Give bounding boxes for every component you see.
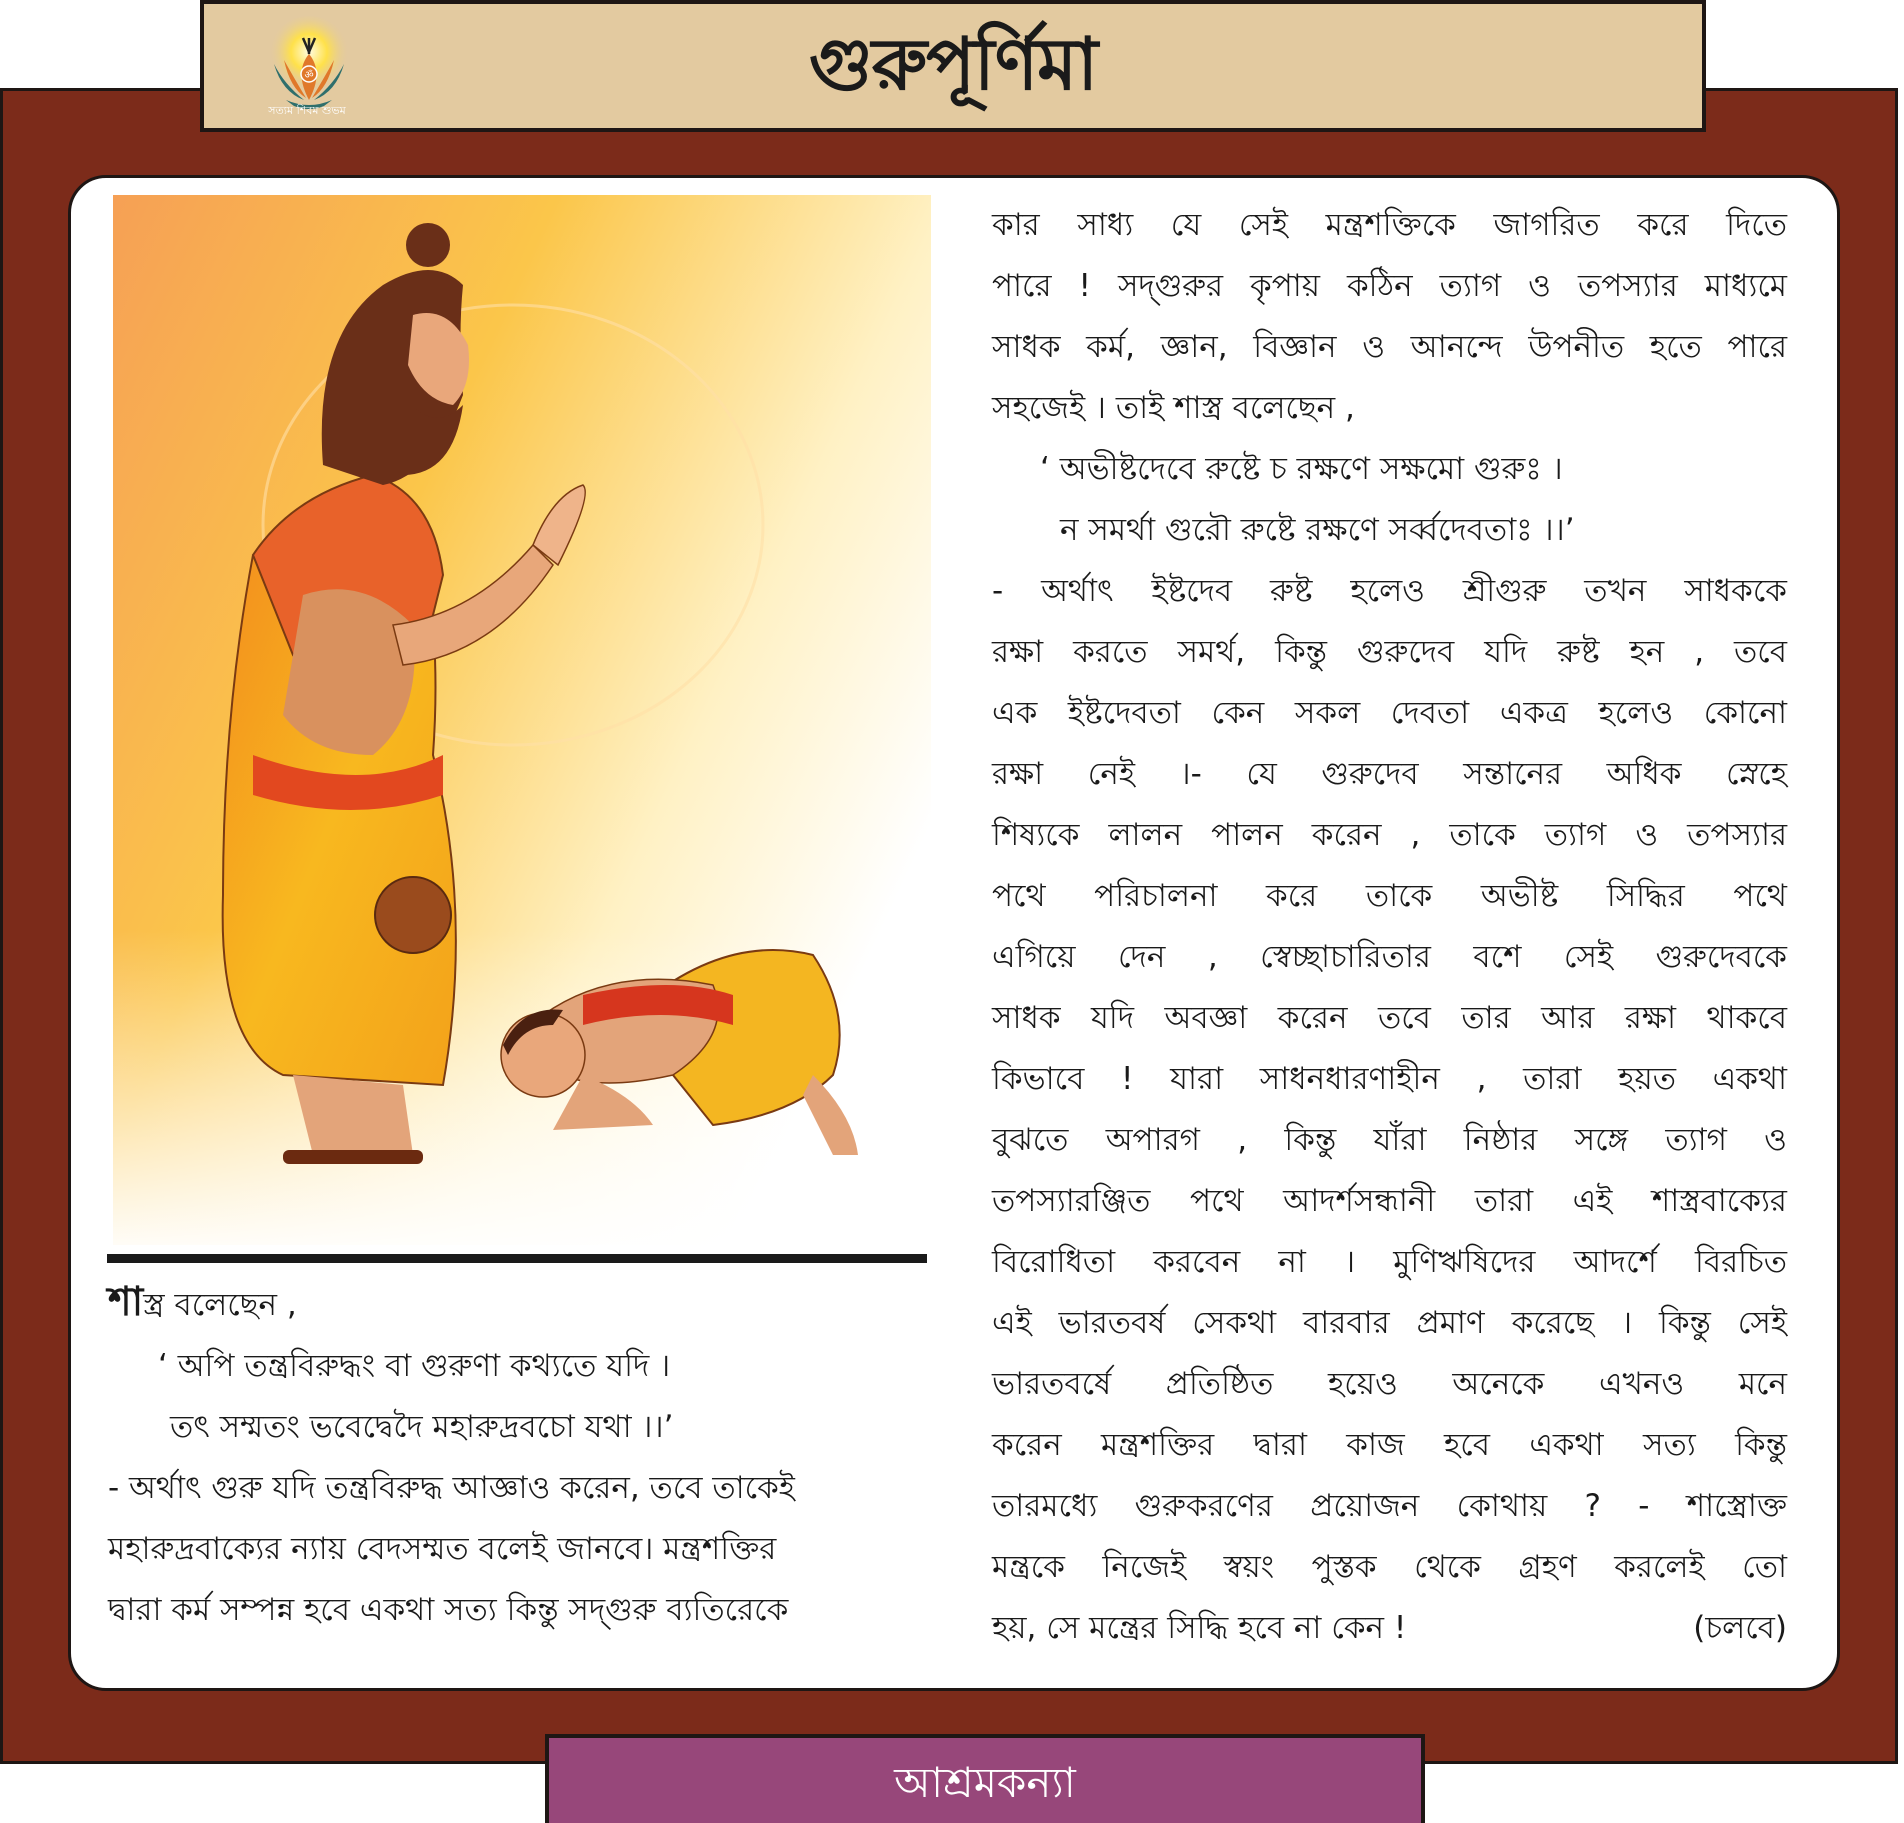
paragraph-line: তারমধ্যে গুরুকরণের প্রয়োজন কোথায় ? - শাস্ত্রোক্ত xyxy=(992,1488,1787,1524)
paragraph-line: মন্ত্রকে নিজেই স্বয়ং পুস্তক থেকে গ্রহণ করলেই তো xyxy=(992,1549,1787,1585)
paragraph-line: পথে পরিচালনা করে তাকে অভীষ্ট সিদ্ধির পথে xyxy=(992,878,1787,914)
paragraph-line: দ্বারা কর্ম সম্পন্ন হবে একথা সত্য কিন্তু সদ্গুরু ব্যতিরেকে xyxy=(108,1592,789,1628)
intro-line xyxy=(108,1272,938,1336)
verse-line: ‘ অপি তন্ত্রবিরুদ্ধং বা গুরুণা কথ্যতে যদি । xyxy=(158,1348,671,1384)
verse-line: ‘ অভীষ্টদেবে রুষ্টে চ রক্ষণে সক্ষমো গুরুঃ । xyxy=(1040,451,1563,487)
paragraph-line: করেন মন্ত্রশক্তির দ্বারা কাজ হবে একথা সত্য কিন্তু xyxy=(992,1427,1787,1463)
author-name: আশ্রমকন্যা xyxy=(894,1758,1076,1807)
paragraph-line: সহজেই । তাই শাস্ত্র বলেছেন , xyxy=(992,390,1355,426)
paragraph-line: রক্ষা করতে সমর্থ, কিন্তু গুরুদেব যদি রুষ্ট হন , তবে xyxy=(992,634,1787,670)
paragraph-line: শিষ্যকে লালন পালন করেন , তাকে ত্যাগ ও তপস্যার xyxy=(992,817,1787,853)
verse-line: তৎ সম্মতং ভবেদ্বেদৈ মহারুদ্রবচো যথা ।।’ xyxy=(170,1409,674,1445)
paragraph-line: - অর্থাৎ ইষ্টদেব রুষ্ট হলেও শ্রীগুরু তখন সাধককে xyxy=(992,573,1787,609)
paragraph-line: পারে ! সদ্গুরুর কৃপায় কঠিন ত্যাগ ও তপস্যার মাধ্যমে xyxy=(992,268,1787,304)
continued-label: (চলবে) xyxy=(1693,1610,1787,1646)
paragraph-line: এই ভারতবর্ষ সেকথা বারবার প্রমাণ করেছে । কিন্তু সেই xyxy=(992,1305,1787,1341)
paragraph-line: ভারতবর্ষে প্রতিষ্ঠিত হয়েও অনেকে এখনও মনে xyxy=(992,1366,1787,1402)
paragraph-line: এক ইষ্টদেবতা কেন সকল দেবতা একত্র হলেও কোনো xyxy=(992,695,1787,731)
svg-text:ॐ: ॐ xyxy=(304,70,314,81)
paragraph-line: হয়, সে মন্ত্রের সিদ্ধি হবে না কেন ! xyxy=(992,1610,1407,1646)
paragraph-line: কিভাবে ! যারা সাধনধারণাহীন , তারা হয়ত একথা xyxy=(992,1061,1787,1097)
lead-initial: শা xyxy=(108,1279,144,1325)
page-title: গুরুপূর্ণিমা xyxy=(809,22,1097,106)
verse-line: ন সমর্থা গুরৌ রুষ্টে রক্ষণে সর্ব্বদেবতাঃ ।।’ xyxy=(1060,512,1575,548)
paragraph-line: সাধক যদি অবজ্ঞা করেন তবে তার আর রক্ষা থাকবে xyxy=(992,1000,1787,1036)
paragraph-line: মহারুদ্রবাক্যের ন্যায় বেদসম্মত বলেই জানবে। মন্ত্রশক্তির xyxy=(108,1531,777,1567)
paragraph-line: সাধক কর্ম, জ্ঞান, বিজ্ঞান ও আনন্দে উপনীত হতে পারে xyxy=(992,329,1787,365)
header-banner xyxy=(200,0,1706,132)
paragraph-line: তপস্যারঞ্জিত পথে আদর্শসন্ধানী তারা এই শাস্ত্রবাক্যের xyxy=(992,1183,1787,1219)
paragraph-line: এগিয়ে দেন , স্বেচ্ছাচারিতার বশে সেই গুরুদেবকে xyxy=(992,939,1787,975)
paragraph-line: বুঝতে অপারগ , কিন্তু যাঁরা নিষ্ঠার সঙ্গে ত্যাগ ও xyxy=(992,1122,1787,1158)
footer-banner xyxy=(545,1734,1425,1823)
guru-disciple-illustration xyxy=(113,195,931,1245)
paragraph-line: বিরোধিতা করবেন না । মুণিঋষিদের আদর্শে বিরচিত xyxy=(992,1244,1787,1280)
left-column-text xyxy=(108,1272,938,1641)
lead-rest: স্ত্র বলেছেন , xyxy=(143,1287,297,1323)
last-line xyxy=(992,1598,1787,1659)
paragraph-line: কার সাধ্য যে সেই মন্ত্রশক্তিকে জাগরিত করে দিতে xyxy=(992,207,1787,243)
section-divider xyxy=(107,1254,927,1263)
right-column-text xyxy=(992,195,1787,1659)
paragraph-line: রক্ষা নেই ।- যে গুরুদেব সন্তানের অধিক স্নেহে xyxy=(992,756,1787,792)
logo-caption: সত্যম শিবম শুভম xyxy=(268,104,346,117)
paragraph-line: - অর্থাৎ গুরু যদি তন্ত্রবিরুদ্ধ আজ্ঞাও করেন, তবে তাকেই xyxy=(108,1470,795,1506)
